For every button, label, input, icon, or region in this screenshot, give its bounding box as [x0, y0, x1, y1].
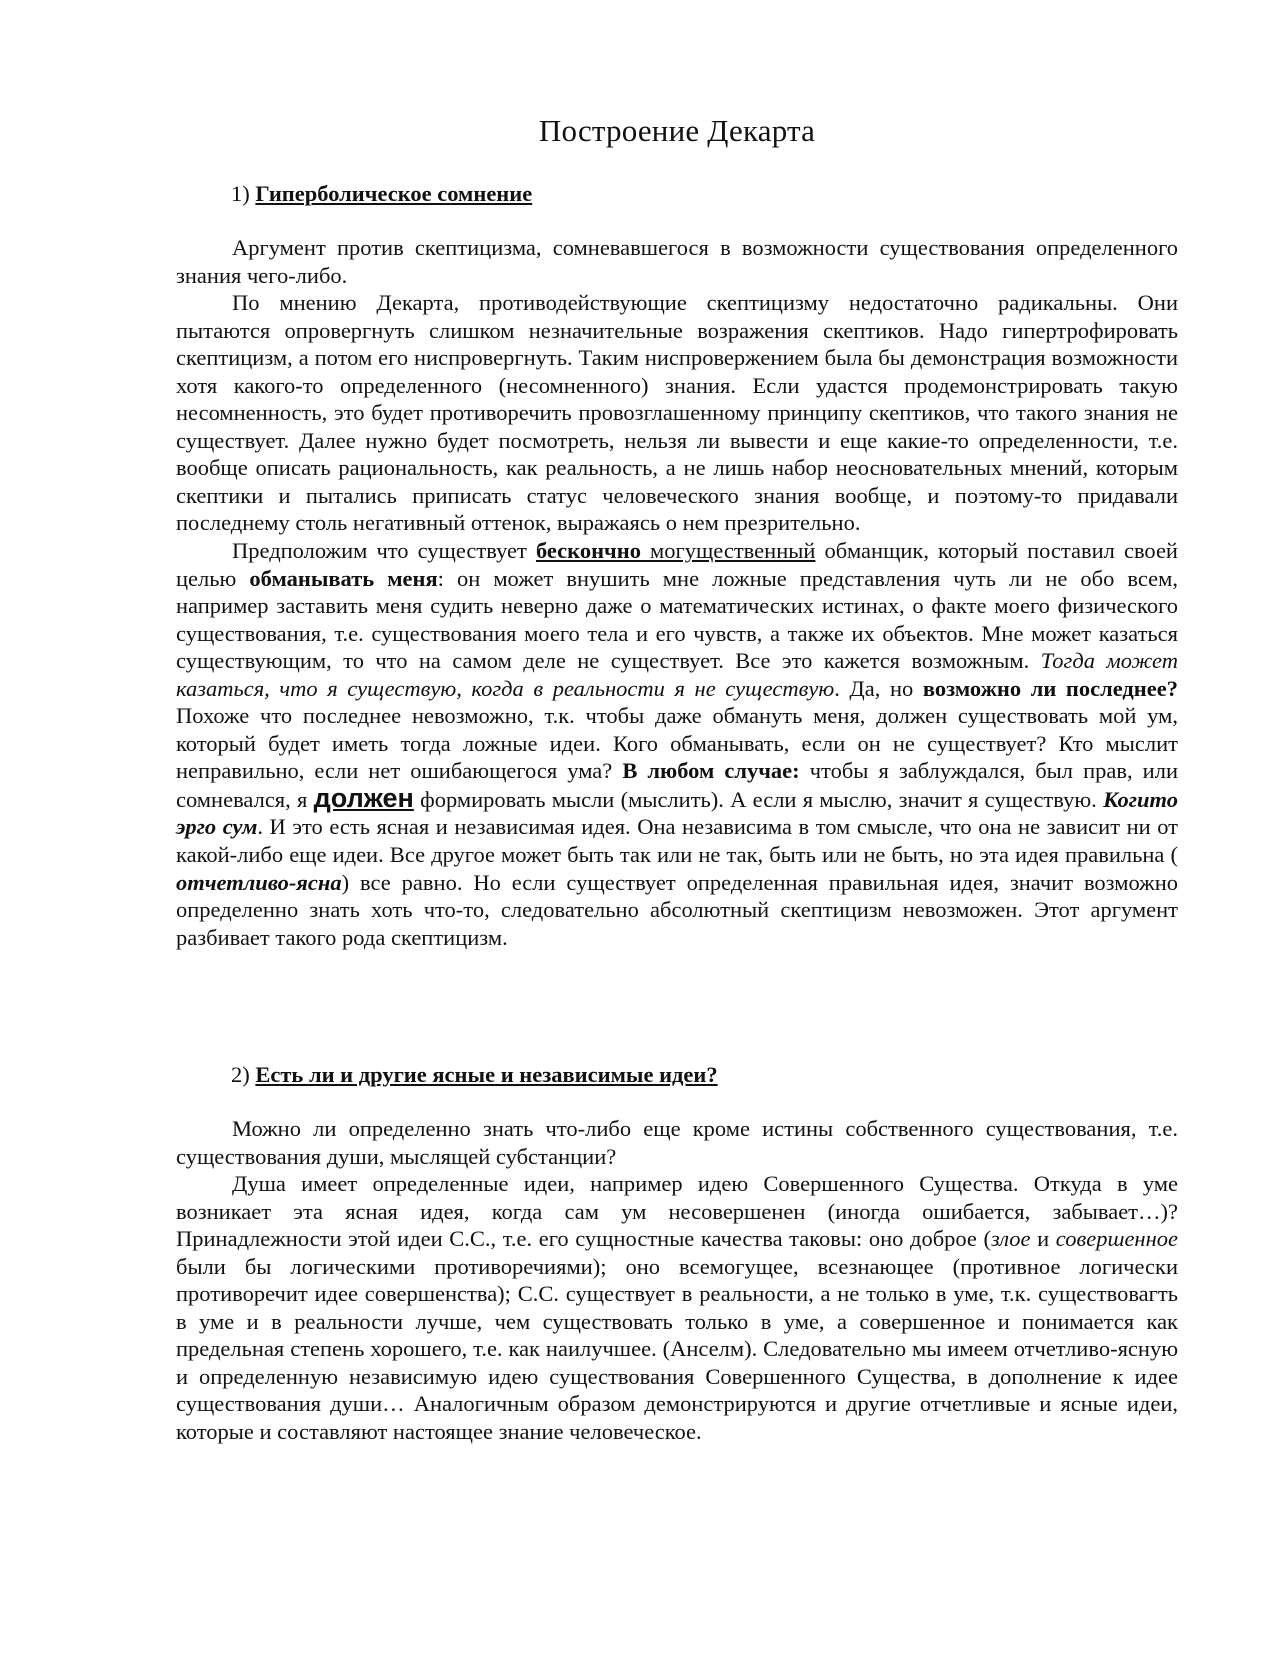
text-run: . Да, но: [834, 675, 923, 701]
section-1-body: [176, 234, 1178, 951]
underline-run: могущественный: [650, 538, 816, 564]
page-title: Построение Декарта: [538, 113, 816, 148]
section-2-paragraph-2: [176, 1170, 1178, 1445]
text-run: Похоже что последнее невозможно, т.к. чтобы даже обмануть меня, должен существовать мой ум, который будет иметь тогда ложные идеи. Кого обманывать, если он не существует? Кто мыслит неправильно, если нет ошибающегося ума?: [176, 703, 1178, 784]
section-2-number: 2): [231, 1062, 250, 1087]
section-1-paragraph-3: [176, 537, 1178, 951]
bold-italic-run: отчетливо-ясна: [176, 869, 342, 895]
section-1-heading: [231, 180, 532, 208]
bold-underline-run: бескончно: [535, 538, 651, 564]
section-2-heading: [231, 1061, 718, 1089]
text-run: были бы логическими противоречиями); оно всемогущее, всезнающее (противное логически противоречит идее совершенства); С.С. существует в реальности, а не только в уме, т.к. существовагть в уме и в реальности лучше, чем существовать только в уме, а совершенное и понимается как предельная степень хорошего, т.е. как наилучшее. (Анселм). Следовательно мы имеем отчетливо-ясную и определенную независимую идею существования Совершенного Существа, в дополнение к идее существования души… Аналогичным образом демонстрируются и другие отчетливые и ясные идеи, которые и составляют настоящее знание человеческое.: [176, 1253, 1178, 1445]
section-1-number: 1): [231, 181, 250, 206]
emphasis-run: должен: [313, 782, 414, 813]
text-run: чтобы я заблуждался, был прав, или сомневался, я: [176, 758, 1178, 812]
italic-run: Тогда может казаться, что я существую, когда в реальности я не существую: [176, 648, 1178, 701]
section-2-title: Есть ли и другие ясные и независимые идеи?: [255, 1062, 718, 1087]
text-run: . И это есть ясная и независимая идея. Она независима в том смысле, что она не зависит ни от какой-либо еще идеи. Все другое может быть так или не так, быть или не быть, но эта идея правильна (: [176, 814, 1178, 868]
text-run: Душа имеет определенные идеи, например идею Совершенного Существа. Откуда в уме возникает эта ясная идея, когда сам ум несовершенен (иногда ошибается, забывает…)? Принадлежности этой идеи С.С., т.е. его сущностные качества таковы: оно доброе (: [176, 1171, 1178, 1252]
text-run: формировать мысли (мыслить). А если я мыслю, значит я существую.: [413, 786, 1104, 812]
bold-italic-run: Когито эрго сум: [176, 786, 1179, 840]
text-run: Предположим что существует: [232, 538, 536, 564]
italic-run: злое: [991, 1226, 1031, 1252]
text-run: ) все равно. Но если существует определенная правильная идея, значит возможно определенно знать хоть что-то, следовательно абсолютный скептицизм невозможен. Этот аргумент разбивает такого рода скептицизм.: [176, 869, 1178, 950]
section-1-paragraph-1: Аргумент против скептицизма, сомневавшегося в возможности существования определенного знания чего-либо.: [176, 235, 1178, 288]
section-2-body: [176, 1115, 1178, 1446]
section-2-paragraph-1: Можно ли определенно знать что-либо еще кроме истины собственного существования, т.е. существования души, мыслящей субстанции?: [176, 1116, 1178, 1169]
bold-run: обманывать меня: [249, 565, 438, 591]
italic-run: совершенное: [1055, 1226, 1178, 1252]
text-run: : он может внушить мне ложные представления чуть ли не обо всем, например заставить меня судить неверно даже о математических истинах, о факте моего физического существования, т.е. существования моего тела и его чувств, а также их объектов. Мне может казаться существующим, то что на самом деле не существует. Все это кажется возможным.: [176, 565, 1179, 674]
bold-run: возможно ли последнее?: [922, 675, 1178, 701]
text-run: обманщик, который поставил своей целью: [176, 538, 1178, 591]
section-1-paragraph-2: По мнению Декарта, противодействующие скептицизму недостаточно радикальны. Они пытаются опровергнуть слишком незначительные возражения скептиков. Надо гипертрофировать скептицизм, а потом его ниспровергнуть. Таким ниспровержением была бы демонстрация возможности хотя какого-то определенного (несомненного) знания. Если удастся продемонстрировать такую несомненность, это будет противоречить провозглашенному принципу скептиков, что такого знания не существует. Далее нужно будет посмотреть, нельзя ли вывести и еще какие-то определенности, т.е. вообще описать рациональность, как реальность, а не лишь набор неосновательных мнений, которым скептики и пытались приписать статус человеческого знания вообще, и поэтому-то придавали последнему столь негативный оттенок, выражаясь о нем презрительно.: [176, 290, 1178, 536]
section-1-title: Гиперболическое сомнение: [255, 181, 533, 206]
text-run: и: [1030, 1226, 1056, 1252]
bold-run: В любом случае:: [622, 758, 800, 784]
